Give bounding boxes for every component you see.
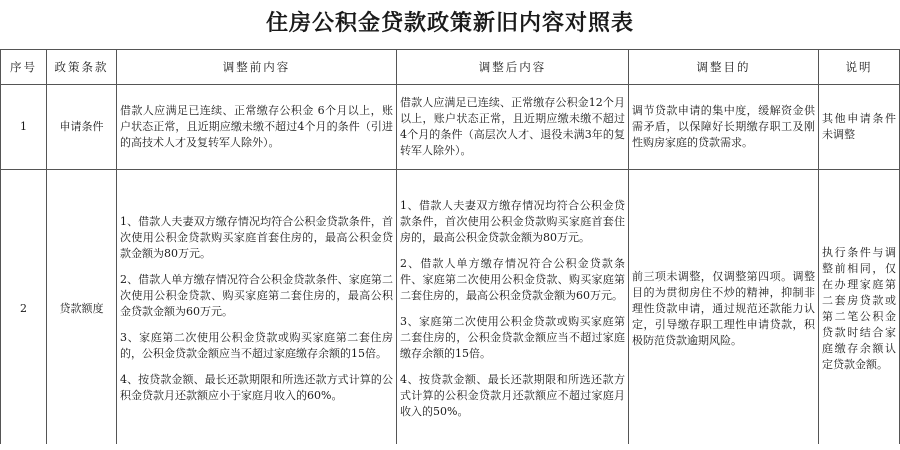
header-after: 调整后内容: [397, 50, 629, 85]
header-item: 政策条款: [47, 50, 117, 85]
row-purpose: 前三项未调整，仅调整第四项。调整目的为贯彻房住不炒的精神，抑制非理性贷款申请，通过规范还款能力认定，引导缴存职工理性申请贷款，积极防范贷款逾期风险。: [629, 170, 819, 449]
before-clause-3: 3、家庭第二次使用公积金贷款或购买家庭第二套住房的，公积金贷款金额应当不超过家庭缴存余额的15倍。: [120, 331, 393, 360]
row-item: 贷款额度: [47, 170, 117, 449]
comparison-table: [0, 49, 900, 449]
after-clause-4: 4、按贷款金额、最长还款期限和所选还款方式计算的公积金贷款月还款额应不超过家庭月收入的50%。: [400, 373, 625, 418]
page-bottom-edge: [0, 444, 900, 450]
header-before: 调整前内容: [117, 50, 397, 85]
before-clause-2: 2、借款人单方缴存情况符合公积金贷款条件、家庭第二次使用公积金贷款、购买家庭第二套住房的，最高公积金贷款金额为60万元。: [120, 273, 393, 318]
row-no: 2: [1, 170, 47, 449]
after-clause-3: 3、家庭第二次使用公积金贷款或购买家庭第二套住房的，公积金贷款金额应当不超过家庭缴存余额的15倍。: [400, 315, 625, 360]
row-item: 申请条件: [47, 85, 117, 170]
after-clause-2: 2、借款人单方缴存情况符合公积金贷款条件、家庭第二次使用公积金贷款、购买家庭第二套住房的，最高公积金贷款金额为60万元。: [400, 257, 625, 302]
after-clause-1: 1、借款人夫妻双方缴存情况均符合公积金贷款条件，首次使用公积金贷款购买家庭首套住房的，最高公积金贷款金额为80万元。: [400, 199, 625, 244]
header-purpose: 调整目的: [629, 50, 819, 85]
page-title: 住房公积金贷款政策新旧内容对照表: [265, 11, 634, 36]
row-before: [117, 85, 397, 170]
table-row: [1, 85, 900, 170]
header-note: 说明: [819, 50, 900, 85]
row-note: 其他申请条件未调整: [819, 85, 900, 170]
row-no: 1: [1, 85, 47, 170]
row-note: 执行条件与调整前相同，仅在办理家庭第二套房贷款或第二笔公积金贷款时结合家庭缴存余额认定贷款金额。: [819, 170, 900, 449]
before-text: 借款人应满足已连续、正常缴存公积金 6个月以上，账户状态正常，且近期应缴未缴不超过4个月的条件（引进的高技术人才及复转军人除外）。: [120, 104, 393, 149]
before-clause-1: 1、借款人夫妻双方缴存情况均符合公积金贷款条件，首次使用公积金贷款购买家庭首套住房的，最高公积金贷款金额为80万元。: [120, 215, 393, 260]
table-row: [1, 170, 900, 449]
row-after: [397, 85, 629, 170]
row-purpose: 调节贷款申请的集中度，缓解资金供需矛盾，以保障好长期缴存职工及刚性购房家庭的贷款需求。: [629, 85, 819, 170]
header-no: 序号: [1, 50, 47, 85]
row-before: [117, 170, 397, 449]
table-header-row: [1, 50, 900, 85]
row-after: [397, 170, 629, 449]
before-clause-4: 4、按贷款金额、最长还款期限和所选还款方式计算的公积金贷款月还款额应小于家庭月收入的60%。: [120, 373, 393, 402]
after-text: 借款人应满足已连续、正常缴存公积金12个月以上，账户状态正常，且近期应缴未缴不超过4个月的条件（高层次人才、退役未满3年的复转军人除外）。: [400, 96, 625, 157]
